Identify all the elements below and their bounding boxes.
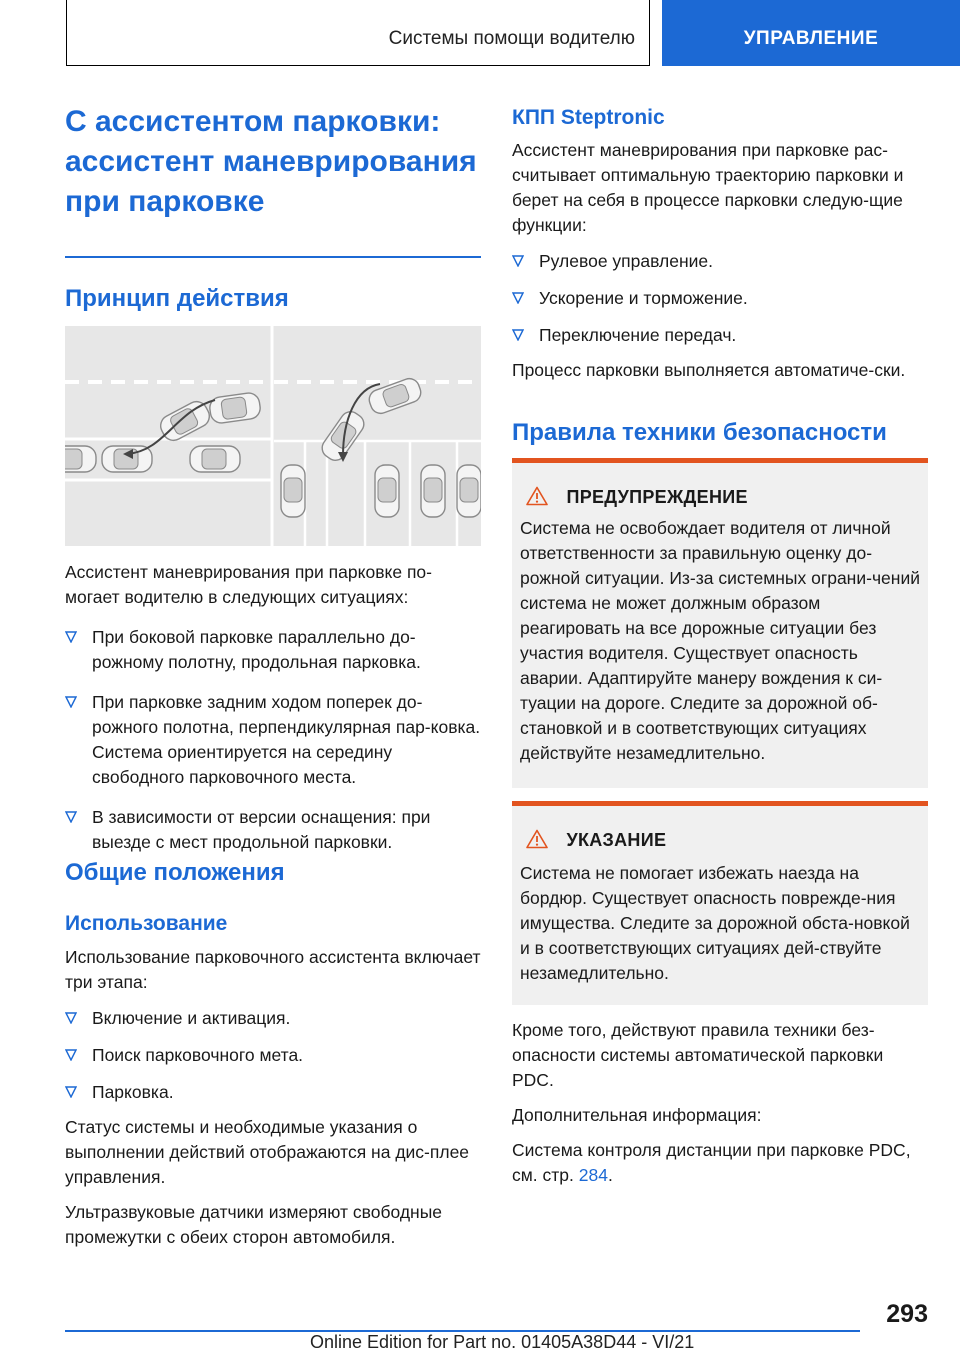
- warning-title: ПРЕДУПРЕЖДЕНИЕ: [566, 487, 748, 507]
- pdc-reference-end: .: [607, 1165, 613, 1185]
- bullet-triangle-icon: [512, 255, 524, 267]
- header-chapter: [662, 0, 960, 66]
- list-item-text: Парковка.: [92, 1082, 174, 1102]
- pdc-text: Кроме того, действуют правила техники без-опасности системы автоматической парковки PDC.: [512, 1020, 884, 1090]
- list-item: [65, 1006, 481, 1031]
- list-item-text: Переключение передач.: [539, 325, 737, 345]
- list-item: [512, 286, 928, 311]
- bullet-triangle-icon: [65, 1086, 77, 1098]
- notice-header: [526, 829, 666, 851]
- left-column: [65, 560, 481, 855]
- heading-general: Общие положения: [65, 859, 285, 886]
- bullet-triangle-icon: [65, 1049, 77, 1061]
- list-item-text: При парковке задним ходом поперек до-рожного полотна, перпендикулярная пар-ковка. Система ориентируется на середину свободного парковочного места.: [92, 692, 481, 787]
- functions-list: [512, 249, 928, 348]
- bullet-triangle-icon: [65, 811, 77, 823]
- warning-triangle-icon: [526, 486, 548, 506]
- list-item: [65, 805, 481, 855]
- bullet-triangle-icon: [512, 329, 524, 341]
- list-item-text: Включение и активация.: [92, 1008, 291, 1028]
- pdc-block: [512, 1018, 928, 1188]
- pdc-reference: [512, 1138, 928, 1188]
- sensors-text: Ультразвуковые датчики измеряют свободные промежутки с обеих сторон автомобиля.: [65, 1202, 443, 1247]
- warning-triangle-icon: [526, 829, 548, 849]
- heading-usage: Использование: [65, 912, 228, 935]
- list-item-text: Ускорение и торможение.: [539, 288, 748, 308]
- footer-edition: Online Edition for Part no. 01405A38D44 - VI/21: [310, 1332, 695, 1352]
- list-item: [512, 249, 928, 274]
- list-item-text: В зависимости от версии оснащения: при выезде с мест продольной парковки.: [92, 807, 431, 852]
- auto-text: Процесс парковки выполняется автоматиче-ски.: [512, 360, 906, 380]
- header-section: [66, 0, 650, 66]
- page-link-284[interactable]: 284: [578, 1165, 608, 1185]
- header-chapter-label: УПРАВЛЕНИЕ: [743, 28, 879, 49]
- list-item-text: Поиск парковочного мета.: [92, 1045, 304, 1065]
- list-item: [512, 323, 928, 348]
- page-number: 293: [886, 1300, 928, 1328]
- title-divider: [65, 256, 481, 258]
- list-item: [65, 690, 481, 790]
- more-info-text: Дополнительная информация:: [512, 1105, 762, 1125]
- notice-title: УКАЗАНИЕ: [566, 830, 667, 850]
- warning-box: [512, 458, 928, 788]
- heading-steptronic: КПП Steptronic: [512, 106, 665, 129]
- notice-box: [512, 801, 928, 1005]
- list-item: [65, 1043, 481, 1068]
- list-item-text: Рулевое управление.: [539, 251, 713, 271]
- parking-illustration: [65, 326, 481, 546]
- status-text: Статус системы и необходимые указания о выполнении действий отображаются на дис-плее управления.: [65, 1117, 470, 1187]
- parking-illustration-svg: [65, 326, 481, 546]
- steptronic-intro: Ассистент маневрирования при парковке рас-считывает оптимальную траекторию парковки и берет на себя в процессе парковки следую-щие функции:: [512, 140, 904, 235]
- warning-header: [526, 486, 748, 508]
- steps-list: [65, 1006, 481, 1105]
- warning-text: Система не освобождает водителя от личной ответственности за правильную оценку до-рожной ситуации. Из-за системных ограни-чений система не может должным образом реагировать на все дорожные ситуации без участия водителя. Существует опасность аварии. Адаптируйте манеру вождения к си-туации на дороге. Следите за дорожной об-становкой и в соответствующих ситуациях действуйте незамедлительно.: [520, 518, 921, 763]
- pdc-reference-text: Система контроля дистанции при парковке PDC, см. стр.: [512, 1140, 911, 1185]
- page-title: С ассистентом парковки: ассистент маневрирования при парковке: [65, 105, 477, 218]
- bullet-triangle-icon: [65, 1012, 77, 1024]
- steptronic-block: [512, 138, 928, 383]
- notice-bar: [512, 801, 928, 806]
- list-item: [65, 625, 481, 675]
- list-item: [65, 1080, 481, 1105]
- warning-bar: [512, 458, 928, 463]
- usage-block: [65, 945, 481, 1250]
- notice-text: Система не помогает избежать наезда на бордюр. Существует опасность поврежде-ния имущества. Следите за дорожной обста-новкой и в соответствующих ситуациях дей-ствуйте незамедлительно.: [520, 863, 910, 983]
- usage-intro: Использование парковочного ассистента включает три этапа:: [65, 947, 481, 992]
- bullet-triangle-icon: [512, 292, 524, 304]
- intro-text: Ассистент маневрирования при парковке по-могает водителю в следующих ситуациях:: [65, 562, 432, 607]
- heading-safety: Правила техники безопасности: [512, 419, 887, 446]
- header-section-label: Системы помощи водителю: [388, 27, 635, 49]
- situations-list: [65, 625, 481, 855]
- heading-principle: Принцип действия: [65, 285, 289, 312]
- bullet-triangle-icon: [65, 696, 77, 708]
- list-item-text: При боковой парковке параллельно до-рожному полотну, продольная парковка.: [92, 627, 421, 672]
- bullet-triangle-icon: [65, 631, 77, 643]
